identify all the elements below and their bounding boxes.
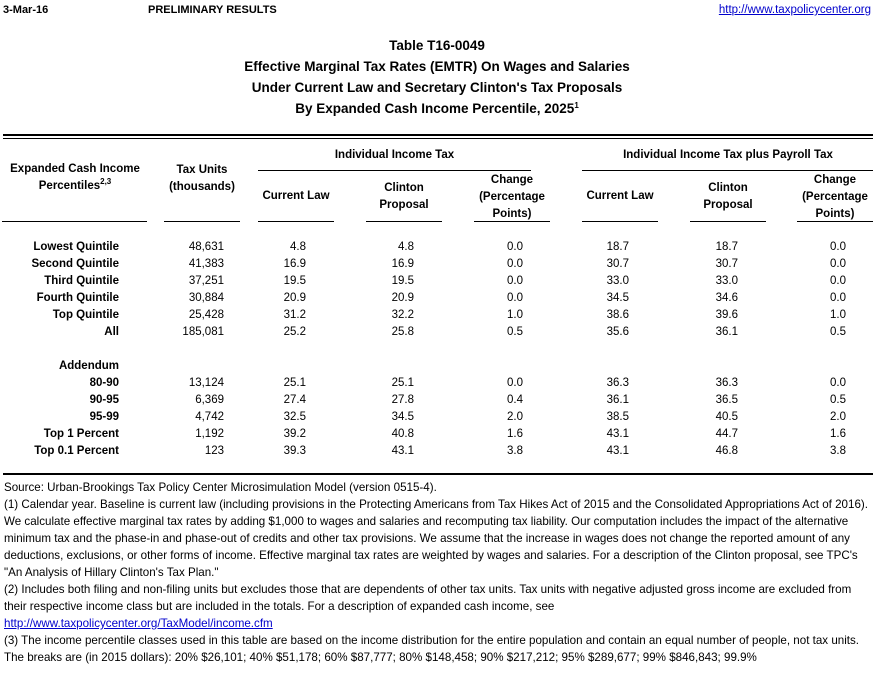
row-label: All [104,326,119,338]
iit-change-cell: 0.0 [507,275,523,287]
col-underline [690,221,766,222]
iit-current-law-cell: 4.8 [290,241,306,253]
col-header-tax-units [164,162,240,196]
col-header-clinton-proposal [690,180,766,214]
tax-units-cell: 25,428 [188,309,224,321]
iit-clinton-cell: 19.5 [391,275,414,287]
header-text: Clinton [384,182,424,194]
total-current-law-cell: 18.7 [606,241,629,253]
iit-current-law-cell: 25.1 [283,377,306,389]
table-title-line: Under Current Law and Secretary Clinton's Tax Proposals [251,80,623,95]
iit-change-cell: 0.0 [507,258,523,270]
col-header-percentiles [4,161,146,195]
col-header-clinton-proposal [366,180,442,214]
table-row [0,324,874,341]
table-row [0,392,874,409]
row-label: Lowest Quintile [33,241,119,253]
iit-clinton-cell: 20.9 [391,292,414,304]
tax-units-cell: 13,124 [188,377,224,389]
total-current-law-cell: 36.3 [606,377,629,389]
preliminary-label: PRELIMINARY RESULTS [148,4,277,16]
header-text: Proposal [703,199,753,211]
footnote-1: (1) Calendar year. Baseline is current law (including provisions in the Protecting Americans from Tax Hikes Act of 2015 and the Consolidated Appropriations Act of 2016). We calculate effective marginal tax rates by adding $1,000 to wages and salaries and recomputing tax liability. Our computation includes the impact of the alternative minimum tax and the phase-in and phase-out of credits and other tax provisions. We assume that the increase in wages does not change the reported amount of any deductions, exclusions, or other forms of income. Effective marginal tax rates are weighted by wages and salaries. For a description of the Clinton proposal, see TPC's "An Analysis of Hillary Clinton's Tax Plan." [4,498,868,579]
total-clinton-cell: 39.6 [715,309,738,321]
footnote-3: (3) The income percentile classes used in this table are based on the income distribution for the entire population and contain an equal number of people, not tax units. The breaks are (in 2015 dollars): 20% $26,101; 40% $51,178; 60% $87,777; 80% $148,458; 90% $217,212; 95% $289,677; 99% $846,843; 99.9% [4,634,860,664]
table-row [0,290,874,307]
header-text: Points) [492,208,532,220]
footnotes [4,479,872,666]
top-rule-inner [3,138,873,139]
total-change-cell: 0.0 [830,292,846,304]
total-clinton-cell: 18.7 [715,241,738,253]
iit-change-cell: 0.0 [507,377,523,389]
total-change-cell: 0.0 [830,258,846,270]
tax-units-cell: 4,742 [195,411,224,423]
bottom-rule [3,473,873,475]
total-change-cell: 0.0 [830,377,846,389]
header-text: (Percentage [802,191,868,203]
tax-units-cell: 1,192 [195,428,224,440]
iit-change-cell: 1.6 [507,428,523,440]
iit-change-cell: 3.8 [507,445,523,457]
iit-current-law-cell: 32.5 [283,411,306,423]
col-header-change [797,172,873,223]
header-text: (Percentage [479,191,545,203]
total-clinton-cell: 36.1 [715,326,738,338]
income-definition-link[interactable]: http://www.taxpolicycenter.org/TaxModel/income.cfm [4,617,273,630]
total-clinton-cell: 34.6 [715,292,738,304]
iit-clinton-cell: 27.8 [391,394,414,406]
iit-current-law-cell: 39.2 [283,428,306,440]
table-row [0,426,874,443]
report-date: 3-Mar-16 [3,4,49,16]
total-clinton-cell: 44.7 [715,428,738,440]
addendum-heading-row [0,358,874,375]
col-underline [582,221,658,222]
total-clinton-cell: 33.0 [715,275,738,287]
tax-units-cell: 41,383 [188,258,224,270]
table-title-line [0,101,874,116]
header-text: Percentiles [38,180,101,192]
total-current-law-cell: 34.5 [606,292,629,304]
footnote-ref: 1 [574,101,579,110]
header-text: Clinton [708,182,748,194]
total-change-cell: 3.8 [830,445,846,457]
tpc-home-link[interactable]: http://www.taxpolicycenter.org [718,4,871,16]
iit-current-law-cell: 25.2 [283,326,306,338]
total-current-law-cell: 35.6 [606,326,629,338]
addendum-label: Addendum [58,360,119,372]
total-current-law-cell: 38.6 [606,309,629,321]
iit-current-law-cell: 19.5 [283,275,306,287]
source-note: Source: Urban-Brookings Tax Policy Center Microsimulation Model (version 0515-4). [4,481,437,494]
total-change-cell: 0.5 [830,326,846,338]
row-label: Second Quintile [31,258,119,270]
iit-change-cell: 0.5 [507,326,523,338]
row-label: Top 0.1 Percent [34,445,119,457]
iit-clinton-cell: 16.9 [391,258,414,270]
total-clinton-cell: 30.7 [715,258,738,270]
row-label: Top 1 Percent [43,428,119,440]
total-current-law-cell: 43.1 [606,445,629,457]
total-current-law-cell: 30.7 [606,258,629,270]
row-label: Third Quintile [44,275,119,287]
total-change-cell: 0.0 [830,241,846,253]
table-row [0,256,874,273]
header-text: Points) [815,208,855,220]
total-clinton-cell: 40.5 [715,411,738,423]
table-row [0,409,874,426]
total-current-law-cell: 36.1 [606,394,629,406]
table-row [0,239,874,256]
iit-change-cell: 2.0 [507,411,523,423]
group-underline [258,170,531,171]
iit-clinton-cell: 34.5 [391,411,414,423]
total-change-cell: 0.5 [830,394,846,406]
total-clinton-cell: 36.3 [715,377,738,389]
table-row [0,273,874,290]
iit-current-law-cell: 20.9 [283,292,306,304]
table-row [0,375,874,392]
top-rule [3,134,873,136]
iit-change-cell: 0.0 [507,292,523,304]
group-underline [582,170,873,171]
total-current-law-cell: 33.0 [606,275,629,287]
col-underline [2,221,147,222]
col-underline [474,221,550,222]
row-label: Top Quintile [52,309,119,321]
tax-units-cell: 30,884 [188,292,224,304]
group-header-income-payroll-tax: Individual Income Tax plus Payroll Tax [623,149,833,161]
tax-units-cell: 37,251 [188,275,224,287]
total-current-law-cell: 38.5 [606,411,629,423]
row-label: 80-90 [89,377,119,389]
total-change-cell: 1.0 [830,309,846,321]
table-row [0,307,874,324]
footnote-ref: 2,3 [100,177,112,186]
row-label: Fourth Quintile [36,292,119,304]
header-text: Change [490,174,534,186]
iit-clinton-cell: 43.1 [391,445,414,457]
header-text: Proposal [379,199,429,211]
title-text: By Expanded Cash Income Percentile, 2025 [295,101,575,116]
total-change-cell: 1.6 [830,428,846,440]
tax-units-cell: 123 [204,445,224,457]
header-text: Expanded Cash Income [10,163,140,175]
col-underline [164,221,240,222]
iit-current-law-cell: 16.9 [283,258,306,270]
table-row [0,443,874,460]
row-label: 95-99 [89,411,119,423]
total-change-cell: 2.0 [830,411,846,423]
iit-change-cell: 1.0 [507,309,523,321]
iit-current-law-cell: 31.2 [283,309,306,321]
col-header-current-law: Current Law [262,190,330,202]
tax-units-cell: 48,631 [188,241,224,253]
iit-change-cell: 0.4 [507,394,523,406]
iit-clinton-cell: 32.2 [391,309,414,321]
table-number: Table T16-0049 [389,38,485,53]
col-header-change [474,172,550,223]
total-change-cell: 0.0 [830,275,846,287]
row-label: 90-95 [89,394,119,406]
iit-clinton-cell: 25.1 [391,377,414,389]
total-current-law-cell: 43.1 [606,428,629,440]
footnote-2: (2) Includes both filing and non-filing units but excludes those that are dependents of other tax units. Tax units with negative adjusted gross income are excluded from their respective income class but are included in the totals. For a description of expanded cash income, see [4,583,852,613]
iit-clinton-cell: 4.8 [398,241,414,253]
group-header-income-tax: Individual Income Tax [334,149,455,161]
iit-current-law-cell: 39.3 [283,445,306,457]
header-text: Change [813,174,857,186]
tax-units-cell: 6,369 [195,394,224,406]
iit-clinton-cell: 25.8 [391,326,414,338]
col-header-current-law: Current Law [586,190,654,202]
table-title-line: Effective Marginal Tax Rates (EMTR) On Wages and Salaries [244,59,630,74]
header-text: (thousands) [169,181,235,193]
iit-clinton-cell: 40.8 [391,428,414,440]
col-underline [366,221,442,222]
iit-change-cell: 0.0 [507,241,523,253]
col-underline [797,221,873,222]
header-text: Tax Units [176,164,228,176]
total-clinton-cell: 46.8 [715,445,738,457]
tax-units-cell: 185,081 [182,326,224,338]
iit-current-law-cell: 27.4 [283,394,306,406]
col-underline [258,221,334,222]
total-clinton-cell: 36.5 [715,394,738,406]
